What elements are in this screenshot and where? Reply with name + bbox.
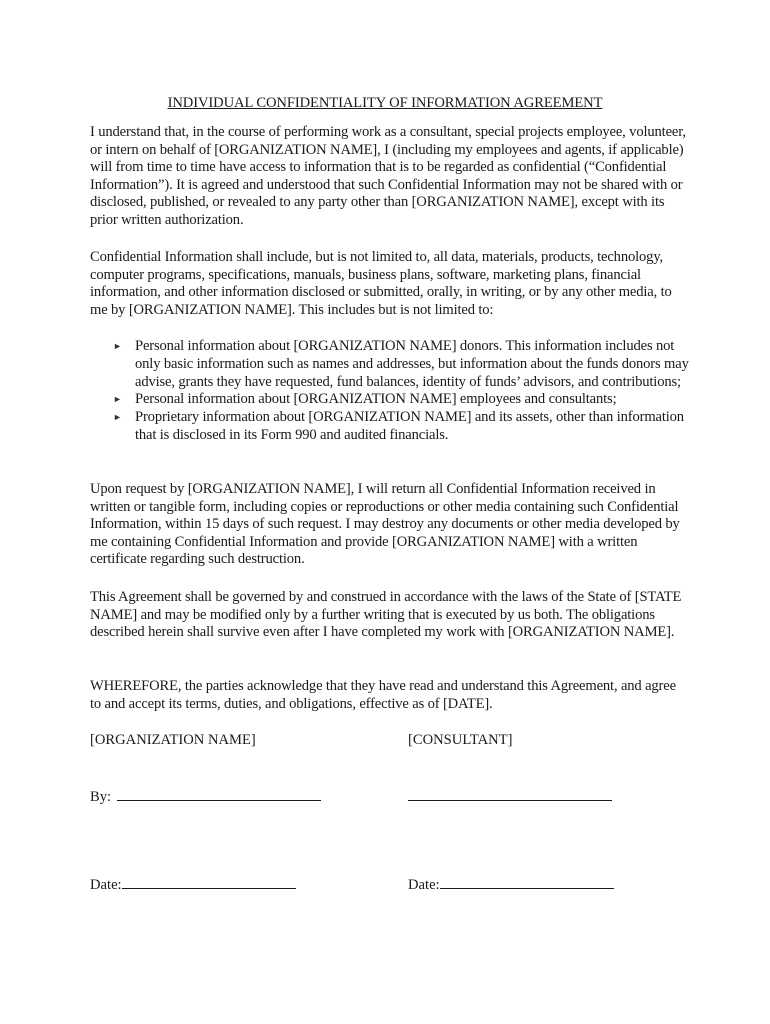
consultant-by-field: [408, 787, 612, 806]
list-item-text: Personal information about [ORGANIZATION NAME] employees and consultants;: [135, 391, 617, 408]
date-label: Date:: [408, 877, 440, 893]
consultant-signature-line[interactable]: [408, 787, 612, 801]
organization-signature-label: [ORGANIZATION NAME]: [90, 732, 256, 748]
list-item: [90, 409, 690, 445]
list-item: [90, 391, 690, 409]
by-label: By:: [90, 789, 112, 805]
paragraph-definition: Confidential Information shall include, but is not limited to, all data, materials, products, technology, computer programs, specifications, manuals, business plans, software, marketing plans, financial information, and other information disclosed or submitted, orally, in writing, or by any other media, to me by [ORGANIZATION NAME]. This includes but is not limited to:: [90, 249, 672, 318]
confidential-info-list: [90, 338, 690, 445]
organization-signature-line[interactable]: [117, 787, 321, 801]
list-item: [90, 338, 690, 391]
paragraph-intro: I understand that, in the course of performing work as a consultant, special projects employee, volunteer, or intern on behalf of [ORGANIZATION NAME], I (including my employees and agents, if applicable) will from time to time have access to information that is to be regarded as confidential (“Confidential Information”). It is agreed and understood that such Confidential Information may not be shared with or disclosed, published, or revealed to any party other than [ORGANIZATION NAME], except with its prior written authorization.: [90, 124, 686, 228]
list-item-text: Proprietary information about [ORGANIZATION NAME] and its assets, other than information that is disclosed in its Form 990 and audited financials.: [135, 409, 684, 443]
paragraph-return: Upon request by [ORGANIZATION NAME], I will return all Confidential Information received in written or tangible form, including copies or reproductions or other media containing such Confidential Information, within 15 days of such request. I may destroy any documents or other media developed by me containing Confidential Information and provide [ORGANIZATION NAME] with a written certificate regarding such destruction.: [90, 481, 680, 568]
document-title: INDIVIDUAL CONFIDENTIALITY OF INFORMATION AGREEMENT: [167, 95, 603, 111]
organization-date-field: [90, 875, 296, 894]
arrow-bullet-icon: ►: [113, 412, 122, 423]
organization-by-field: [90, 787, 321, 806]
arrow-bullet-icon: ►: [113, 394, 122, 405]
organization-date-line[interactable]: [122, 875, 296, 889]
consultant-date-field: [408, 875, 614, 894]
date-label: Date:: [90, 877, 122, 893]
list-item-text: Personal information about [ORGANIZATION NAME] donors. This information includes not only basic information such as names and addresses, but information about the funds donors may advise, grants they have requested, fund balances, identity of funds’ advisors, and contributions;: [135, 338, 689, 390]
arrow-bullet-icon: ►: [113, 341, 122, 351]
paragraph-wherefore: WHEREFORE, the parties acknowledge that they have read and understand this Agreement, and agree to and accept its terms, duties, and obligations, effective as of [DATE].: [90, 678, 676, 712]
paragraph-governing-law: This Agreement shall be governed by and construed in accordance with the laws of the State of [STATE NAME] and may be modified only by a further writing that is executed by us both. The obligations described herein shall survive even after I have completed my work with [ORGANIZATION NAME].: [90, 589, 682, 641]
consultant-signature-label: [CONSULTANT]: [408, 732, 513, 748]
consultant-date-line[interactable]: [440, 875, 614, 889]
